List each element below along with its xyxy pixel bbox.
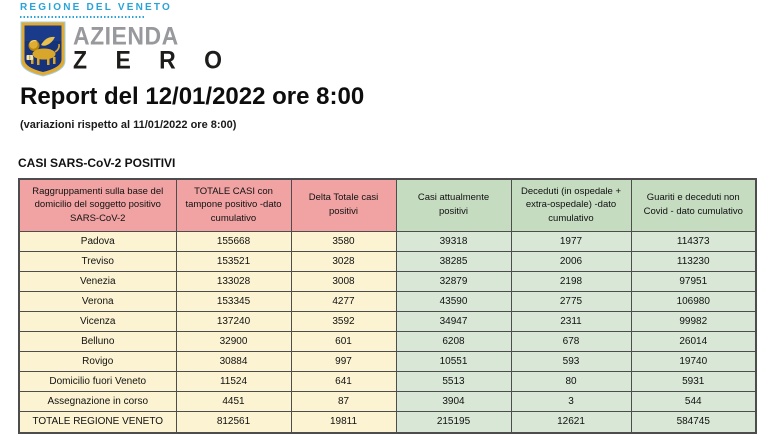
col-header-delta: Delta Totale casi positivi xyxy=(291,179,396,231)
cell-deceduti: 2198 xyxy=(511,271,631,291)
section-title: CASI SARS-CoV-2 POSITIVI xyxy=(18,156,176,170)
cell-attuali: 32879 xyxy=(396,271,511,291)
row-label: Padova xyxy=(19,231,176,251)
cell-attuali: 3904 xyxy=(396,391,511,411)
cell-deceduti: 80 xyxy=(511,371,631,391)
table-row-treviso xyxy=(19,251,756,271)
cell-totale: 4451 xyxy=(176,391,291,411)
cell-deceduti: 2775 xyxy=(511,291,631,311)
col-header-raggruppamenti: Raggruppamenti sulla base del domicilio del soggetto positivo SARS-CoV-2 xyxy=(19,179,176,231)
total-cell-delta: 19811 xyxy=(291,411,396,433)
cell-guariti: 113230 xyxy=(631,251,756,271)
cell-totale: 11524 xyxy=(176,371,291,391)
brand-header xyxy=(20,2,233,77)
report-title: Report del 12/01/2022 ore 8:00 xyxy=(20,83,365,110)
cell-guariti: 106980 xyxy=(631,291,756,311)
table-row-venezia xyxy=(19,271,756,291)
cell-guariti: 26014 xyxy=(631,331,756,351)
table-row-totale-regione xyxy=(19,411,756,433)
row-label: Assegnazione in corso xyxy=(19,391,176,411)
cell-delta: 997 xyxy=(291,351,396,371)
cell-attuali: 38285 xyxy=(396,251,511,271)
cell-attuali: 5513 xyxy=(396,371,511,391)
table-header-row xyxy=(19,179,756,231)
dotted-divider xyxy=(20,15,144,18)
brand-name-zero: Z E R O xyxy=(73,45,234,74)
cases-table xyxy=(18,178,757,434)
cell-deceduti: 1977 xyxy=(511,231,631,251)
cell-deceduti: 2006 xyxy=(511,251,631,271)
cell-totale: 133028 xyxy=(176,271,291,291)
region-label: REGIONE DEL VENETO xyxy=(20,2,173,13)
cell-attuali: 39318 xyxy=(396,231,511,251)
cell-delta: 641 xyxy=(291,371,396,391)
cell-totale: 153521 xyxy=(176,251,291,271)
cell-delta: 3580 xyxy=(291,231,396,251)
row-label: Rovigo xyxy=(19,351,176,371)
cell-totale: 153345 xyxy=(176,291,291,311)
table-row-belluno xyxy=(19,331,756,351)
cell-guariti: 99982 xyxy=(631,311,756,331)
cases-table-container xyxy=(18,178,757,434)
row-label: Vicenza xyxy=(19,311,176,331)
total-row-label: TOTALE REGIONE VENETO xyxy=(19,411,176,433)
total-cell-totale: 812561 xyxy=(176,411,291,433)
row-label: Verona xyxy=(19,291,176,311)
cell-guariti: 114373 xyxy=(631,231,756,251)
table-row-domicilio-fuori-veneto xyxy=(19,371,756,391)
cell-delta: 87 xyxy=(291,391,396,411)
cell-guariti: 5931 xyxy=(631,371,756,391)
cell-totale: 32900 xyxy=(176,331,291,351)
row-label: Domicilio fuori Veneto xyxy=(19,371,176,391)
col-header-deceduti: Deceduti (in ospedale + extra-ospedale) -dato cumulativo xyxy=(511,179,631,231)
cell-delta: 4277 xyxy=(291,291,396,311)
col-header-attualmente-positivi: Casi attualmente positivi xyxy=(396,179,511,231)
cell-delta: 3028 xyxy=(291,251,396,271)
row-label: Venezia xyxy=(19,271,176,291)
table-row-padova xyxy=(19,231,756,251)
veneto-lion-crest-icon xyxy=(20,21,66,77)
table-row-assegnazione-in-corso xyxy=(19,391,756,411)
cell-delta: 3008 xyxy=(291,271,396,291)
cell-delta: 601 xyxy=(291,331,396,351)
brand-name-azienda: AZIENDA xyxy=(73,21,179,50)
table-row-rovigo xyxy=(19,351,756,371)
col-header-guariti: Guariti e deceduti non Covid - dato cumulativo xyxy=(631,179,756,231)
cell-attuali: 10551 xyxy=(396,351,511,371)
cell-delta: 3592 xyxy=(291,311,396,331)
col-header-totale-casi: TOTALE CASI con tampone positivo -dato cumulativo xyxy=(176,179,291,231)
cell-guariti: 544 xyxy=(631,391,756,411)
report-subtitle: (variazioni rispetto al 11/01/2022 ore 8:00) xyxy=(20,119,237,131)
cell-attuali: 6208 xyxy=(396,331,511,351)
row-label: Treviso xyxy=(19,251,176,271)
cell-deceduti: 593 xyxy=(511,351,631,371)
cell-guariti: 19740 xyxy=(631,351,756,371)
cell-totale: 137240 xyxy=(176,311,291,331)
cell-attuali: 34947 xyxy=(396,311,511,331)
total-cell-guariti: 584745 xyxy=(631,411,756,433)
table-row-verona xyxy=(19,291,756,311)
cell-deceduti: 678 xyxy=(511,331,631,351)
total-cell-attuali: 215195 xyxy=(396,411,511,433)
cell-deceduti: 3 xyxy=(511,391,631,411)
cell-guariti: 97951 xyxy=(631,271,756,291)
row-label: Belluno xyxy=(19,331,176,351)
table-row-vicenza xyxy=(19,311,756,331)
cell-attuali: 43590 xyxy=(396,291,511,311)
cell-totale: 155668 xyxy=(176,231,291,251)
cell-totale: 30884 xyxy=(176,351,291,371)
total-cell-deceduti: 12621 xyxy=(511,411,631,433)
cell-deceduti: 2311 xyxy=(511,311,631,331)
